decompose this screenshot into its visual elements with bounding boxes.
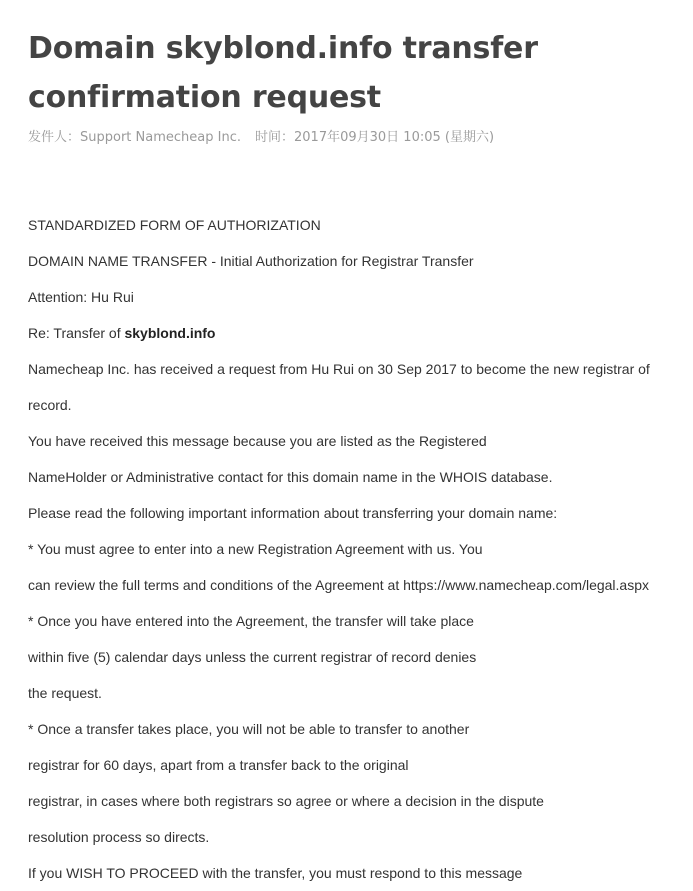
body-line: If you WISH TO PROCEED with the transfer, you must respond to this message (28, 865, 523, 881)
body-line: * Once a transfer takes place, you will not be able to transfer to another (28, 721, 470, 737)
sender-name[interactable]: Support Namecheap Inc. (80, 130, 241, 145)
body-line: NameHolder or Administrative contact for this domain name in the WHOIS database. (28, 469, 553, 485)
body-line: STANDARDIZED FORM OF AUTHORIZATION (28, 217, 321, 233)
body-line: registrar for 60 days, apart from a transfer back to the original (28, 757, 409, 773)
email-meta (28, 128, 665, 148)
body-line-agreement-url: can review the full terms and conditions of the Agreement at https://www.namecheap.com/legal.aspx (28, 577, 649, 593)
body-line: within five (5) calendar days unless the current registrar of record denies (28, 649, 477, 665)
body-line-transfer-of (28, 315, 665, 351)
body-line: resolution process so directs. (28, 829, 210, 845)
body-line: You have received this message because you are listed as the Registered (28, 433, 487, 449)
time-label: 时间： (254, 130, 294, 145)
email-subject-line-1: Domain skyblond.info transfer (28, 31, 538, 66)
email-subject-line-2: confirmation request (28, 80, 381, 115)
body-line: Namecheap Inc. has received a request from Hu Rui on 30 Sep 2017 to become the new registrar of (28, 361, 650, 377)
sender-label: 发件人： (28, 130, 81, 145)
body-line: Please read the following important information about transferring your domain name: (28, 505, 558, 521)
body-line: DOMAIN NAME TRANSFER - Initial Authorization for Registrar Transfer (28, 253, 474, 269)
transfer-of-prefix: Re: Transfer of (28, 325, 125, 341)
body-line: Attention: Hu Rui (28, 289, 134, 305)
body-line: registrar, in cases where both registrars so agree or where a decision in the dispute (28, 793, 544, 809)
body-line: record. (28, 397, 72, 413)
email-body (28, 207, 665, 891)
email-subject (28, 0, 665, 122)
domain-name: skyblond.info (124, 325, 216, 341)
body-line: * Once you have entered into the Agreement, the transfer will take place (28, 613, 474, 629)
body-line: the request. (28, 685, 102, 701)
sent-time: 2017年09月30日 10:05 (星期六) (294, 130, 495, 145)
body-line: * You must agree to enter into a new Registration Agreement with us. You (28, 541, 483, 557)
